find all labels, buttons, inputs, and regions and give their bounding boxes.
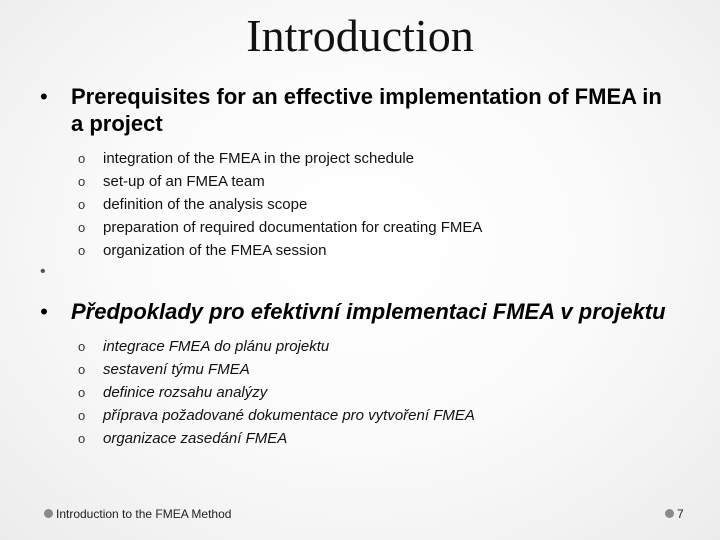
slide-footer bbox=[0, 506, 720, 526]
circle-bullet-icon: o bbox=[78, 408, 86, 423]
list-item bbox=[26, 239, 666, 262]
footer-dot-icon bbox=[665, 509, 674, 518]
footer-title bbox=[44, 507, 231, 521]
list-item bbox=[26, 404, 666, 427]
page-number-text: 7 bbox=[677, 507, 684, 521]
list-item-text: definition of the analysis scope bbox=[103, 196, 308, 213]
empty-bullet-icon: • bbox=[40, 263, 46, 280]
list-item bbox=[26, 193, 666, 216]
section-czech bbox=[26, 298, 666, 450]
circle-bullet-icon: o bbox=[78, 339, 86, 354]
list-item-text: set-up of an FMEA team bbox=[103, 173, 265, 190]
slide-title: Introduction bbox=[246, 10, 474, 61]
bullet-dot-icon: • bbox=[40, 299, 48, 324]
circle-bullet-icon: o bbox=[78, 174, 86, 189]
list-item-text: preparation of required documentation for creating FMEA bbox=[103, 219, 483, 236]
sub-list bbox=[26, 147, 666, 262]
bullet-dot-icon: • bbox=[40, 84, 48, 109]
section-heading: Předpoklady pro efektivní implementaci FMEA v projektu bbox=[71, 299, 666, 324]
circle-bullet-icon: o bbox=[78, 220, 86, 235]
list-item-text: sestavení týmu FMEA bbox=[103, 361, 250, 378]
sub-list bbox=[26, 335, 666, 450]
list-item-text: integrace FMEA do plánu projektu bbox=[103, 338, 330, 355]
main-bullet bbox=[26, 83, 666, 137]
circle-bullet-icon: o bbox=[78, 197, 86, 212]
list-item bbox=[26, 427, 666, 450]
section-english bbox=[26, 83, 666, 262]
circle-bullet-icon: o bbox=[78, 385, 86, 400]
list-item-text: organization of the FMEA session bbox=[103, 242, 327, 259]
footer-text: Introduction to the FMEA Method bbox=[56, 507, 232, 521]
list-item-text: organizace zasedání FMEA bbox=[103, 430, 288, 447]
list-item bbox=[26, 147, 666, 170]
circle-bullet-icon: o bbox=[78, 243, 86, 258]
circle-bullet-icon: o bbox=[78, 362, 86, 377]
list-item bbox=[26, 170, 666, 193]
main-bullet bbox=[26, 298, 666, 325]
list-item-text: příprava požadované dokumentace pro vytvoření FMEA bbox=[103, 407, 475, 424]
circle-bullet-icon: o bbox=[78, 151, 86, 166]
list-item bbox=[26, 216, 666, 239]
circle-bullet-icon: o bbox=[78, 431, 86, 446]
list-item-text: definice rozsahu analýzy bbox=[103, 384, 268, 401]
section-heading: Prerequisites for an effective implementation of FMEA in a project bbox=[71, 84, 662, 136]
list-item bbox=[26, 381, 666, 404]
footer-dot-icon bbox=[44, 509, 53, 518]
list-item bbox=[26, 358, 666, 381]
list-item bbox=[26, 335, 666, 358]
page-number bbox=[665, 507, 684, 521]
list-item-text: integration of the FMEA in the project schedule bbox=[103, 150, 415, 167]
